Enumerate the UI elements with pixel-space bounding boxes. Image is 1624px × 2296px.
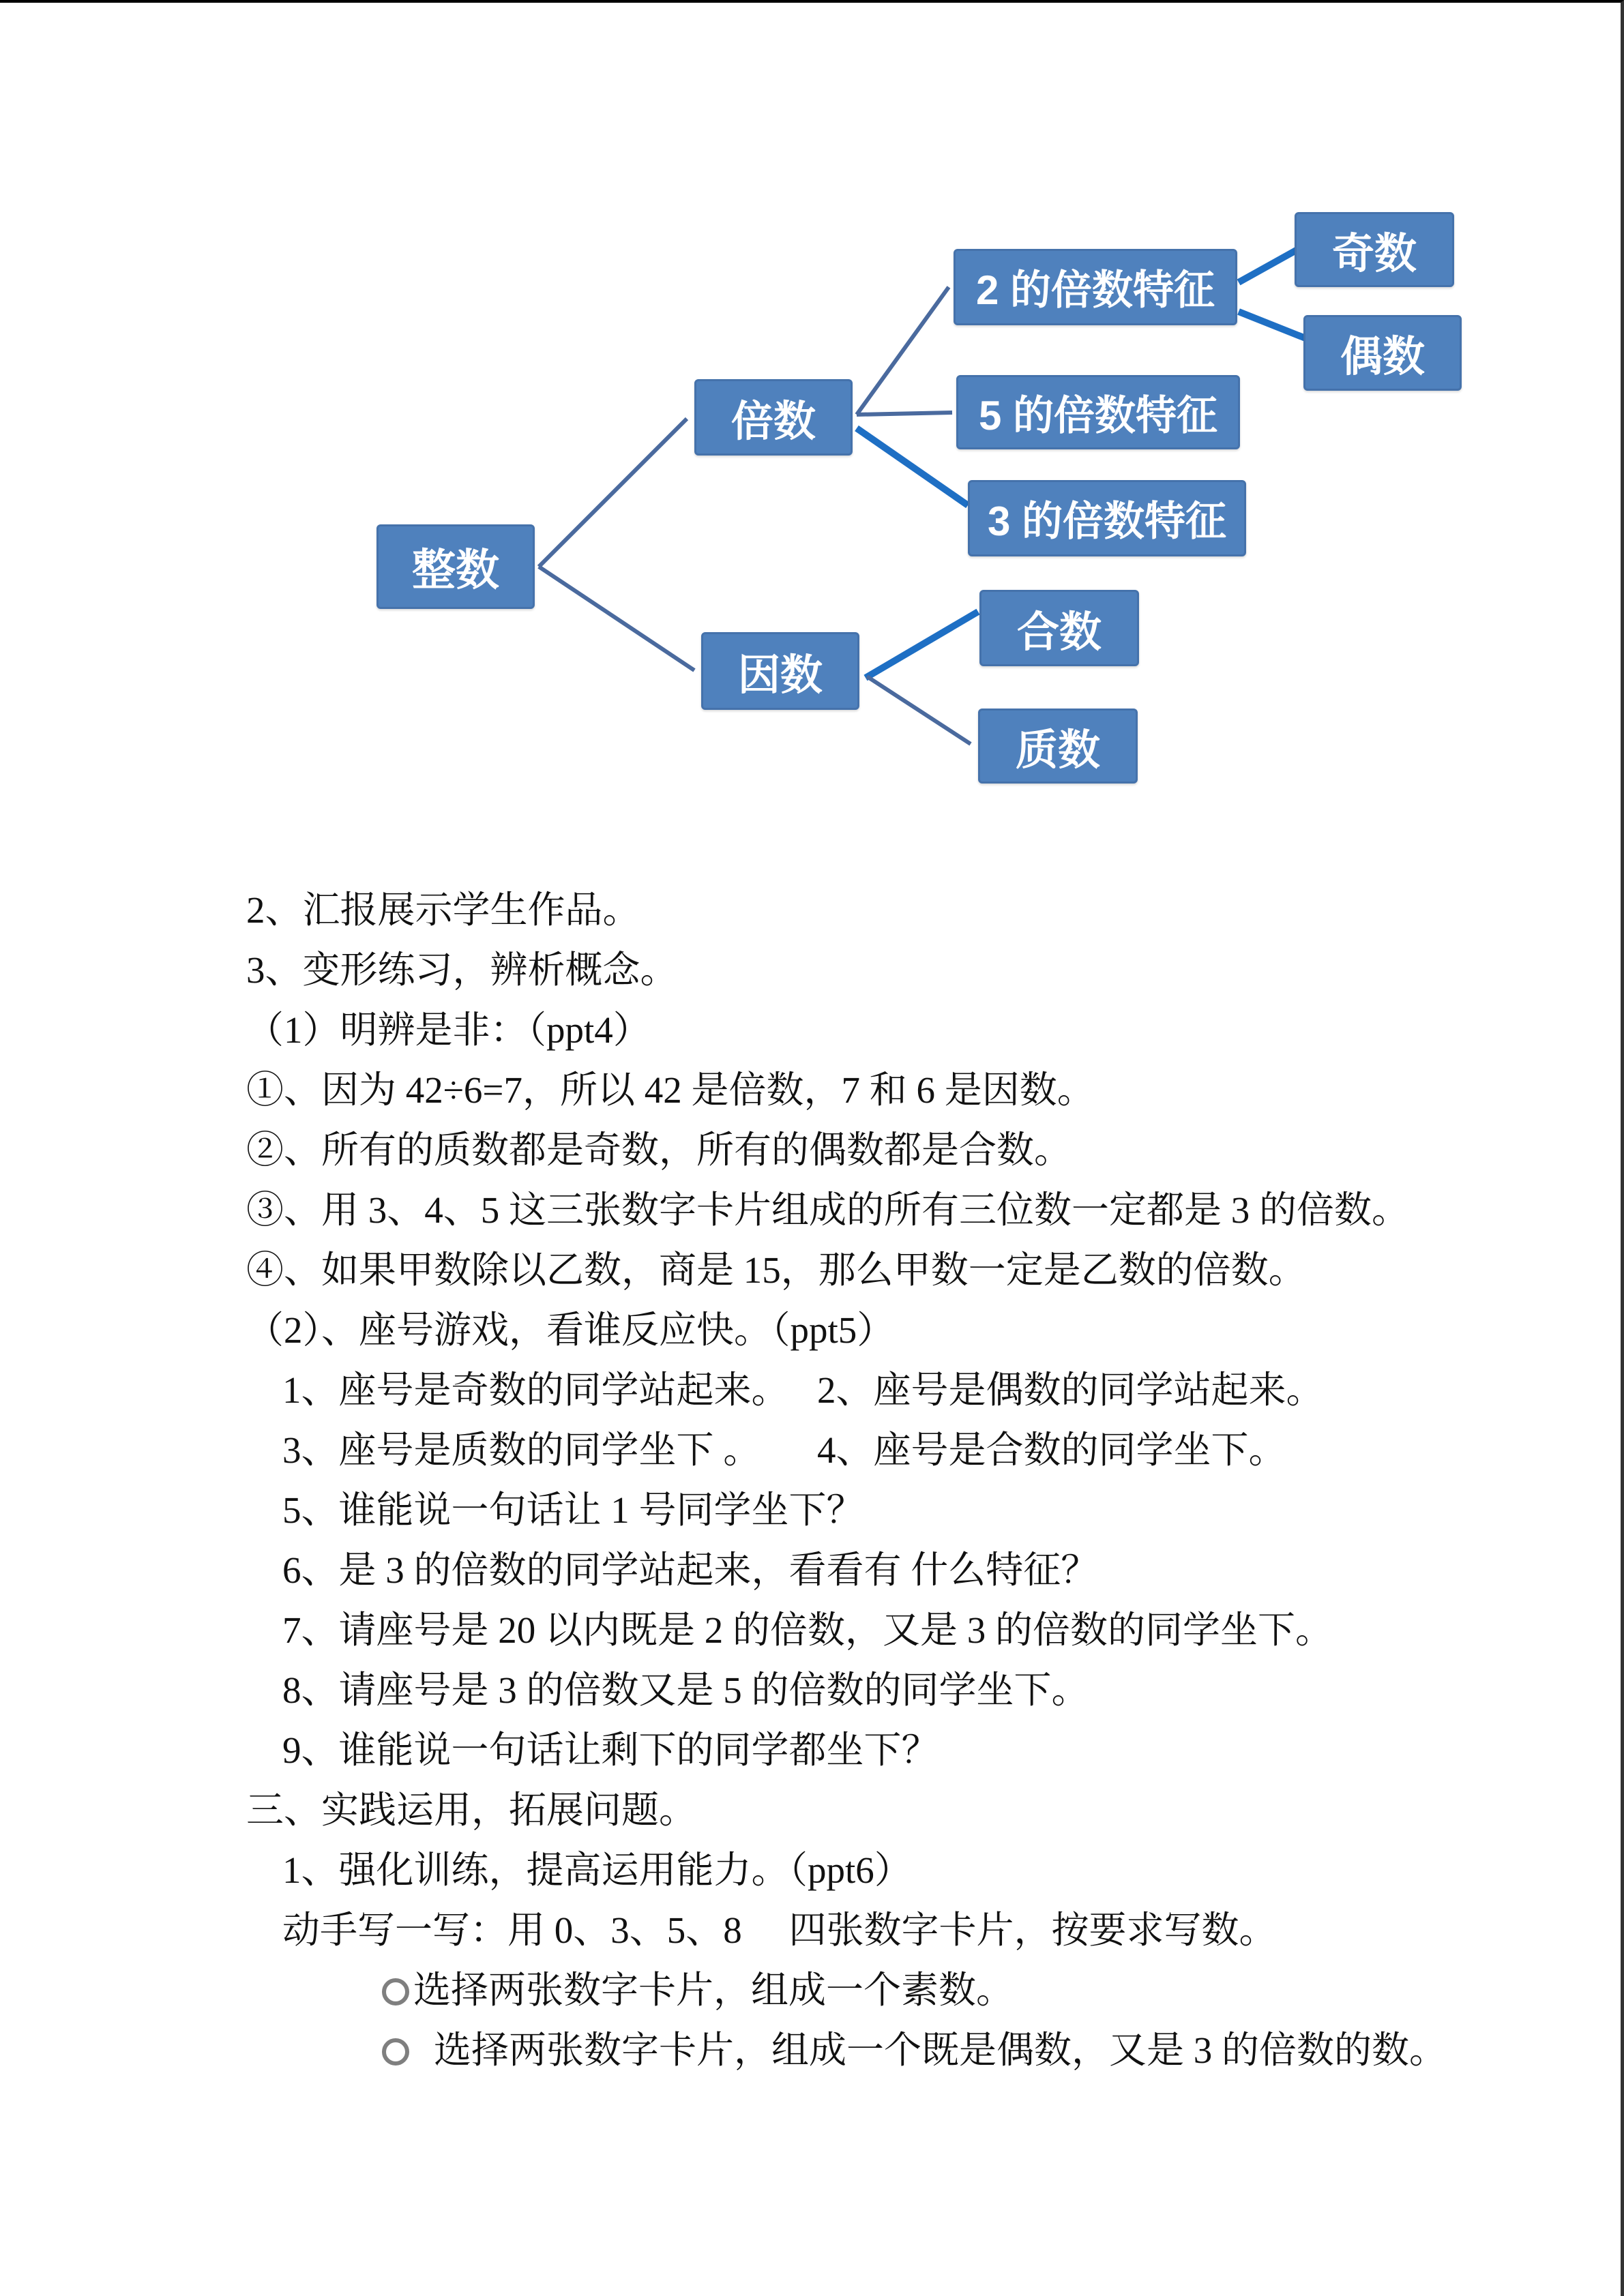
connector-multiple-mult2 [857,287,949,415]
judgment-item: ②、所有的质数都是奇数，所有的偶数都是合数。 [246,1129,1072,1171]
game-item: 2、座号是偶数的同学站起来。 [817,1369,1324,1411]
judgment-item: ③、用 3、4、5 这三张数字卡片组成的所有三位数一定都是 3 的倍数。 [246,1189,1410,1231]
node-composite: 合数 [979,590,1139,666]
connector-root-factor [539,567,694,670]
connector-root-multiple [539,419,687,567]
connector-mult2-odd [1239,249,1299,282]
step-practice: 3、变形练习，辨析概念。 [246,949,678,991]
task-item [0,2021,1624,2081]
node-mult3-trait: 3 的倍数特征 [968,480,1246,556]
node-mult2-trait: 2 的倍数特征 [954,249,1237,325]
connector-factor-prime [867,676,971,744]
game-item: 6、是 3 的倍数的同学站起来，看看有 什么特征？ [282,1549,1099,1591]
node-mult5-trait: 5 的倍数特征 [956,375,1240,449]
game-row [0,1360,1624,1420]
connector-multiple-mult3 [857,428,968,505]
game-item: 3、座号是质数的同学坐下 。 [282,1429,761,1471]
game-item: 7、请座号是 20 以内既是 2 的倍数，又是 3 的倍数的同学坐下。 [282,1609,1333,1651]
judgment-item: ④、如果甲数除以乙数，商是 15，那么甲数一定是乙数的倍数。 [246,1249,1306,1291]
task-text: 选择两张数字卡片，组成一个既是偶数，又是 3 的倍数的数。 [434,2029,1447,2071]
game-item: 5、谁能说一句话让 1 号同学坐下？ [282,1489,864,1531]
step-report: 2、汇报展示学生作品。 [246,889,640,931]
section3-title: 三、实践运用，拓展问题。 [246,1789,697,1831]
judgment-item: ①、因为 42÷6=7，所以 42 是倍数，7 和 6 是因数。 [246,1069,1095,1111]
node-multiple: 倍数 [694,379,853,456]
game-row [0,1420,1624,1480]
game-item: 1、座号是奇数的同学站起来。 [282,1369,789,1411]
node-odd: 奇数 [1295,212,1454,287]
node-prime: 质数 [978,709,1138,784]
task-item [0,1960,1624,2021]
connector-factor-composite [866,612,978,678]
game-item: 9、谁能说一句话让剩下的同学都坐下？ [282,1729,939,1771]
game-item: 4、座号是合数的同学坐下。 [817,1429,1286,1471]
write-prompt: 动手写一写：用 0、3、5、8 四张数字卡片，按要求写数。 [282,1909,1277,1951]
circle-bullet-icon [382,1978,409,2006]
circle-bullet-icon [382,2038,409,2066]
node-integer: 整数 [377,524,535,609]
connector-multiple-mult5 [857,413,952,415]
practice-title: 1、强化训练，提高运用能力。（ppt6） [282,1849,912,1891]
node-even: 偶数 [1303,315,1462,391]
game-item: 8、请座号是 3 的倍数又是 5 的倍数的同学坐下。 [282,1669,1089,1711]
part1-title: （1）明辨是非：（ppt4） [246,1009,651,1051]
connector-mult2-even [1239,312,1309,340]
node-factor: 因数 [701,632,859,710]
task-text: 选择两张数字卡片，组成一个素数。 [413,1969,1014,2011]
part2-title: （2）、座号游戏，看谁反应快。（ppt5） [246,1309,895,1351]
lesson-body [0,880,1624,2081]
